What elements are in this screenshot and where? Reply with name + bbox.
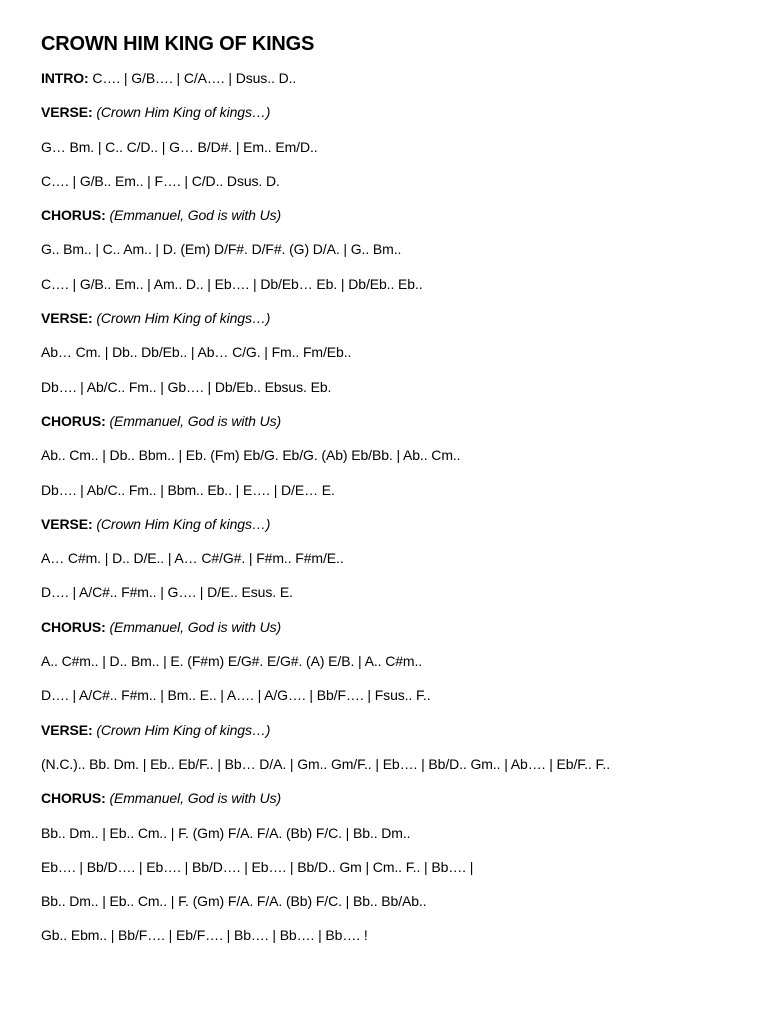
chord-sequence: G.. Bm.. | C.. Am.. | D. (Em) D/F#. D/F#. (G) D/A. | G.. Bm.. <box>41 241 402 258</box>
chord-line <box>41 480 748 500</box>
chord-line <box>41 445 748 465</box>
section-header-line <box>41 308 748 328</box>
section-label: INTRO: <box>41 70 89 86</box>
chord-line <box>41 274 748 294</box>
section-note: (Crown Him King of kings…) <box>96 721 271 738</box>
section-label: VERSE: <box>41 310 93 327</box>
chord-sequence: C…. | G/B.. Em.. | Am.. D.. | Eb…. | Db/Eb… Eb. | Db/Eb.. Eb.. <box>41 275 423 292</box>
chord-line <box>41 239 748 259</box>
chord-line <box>41 891 748 911</box>
section-note: (Emmanuel, God is with Us) <box>109 618 282 635</box>
section-note: (Crown Him King of kings…) <box>96 310 271 327</box>
chord-sequence: C…. | G/B.. Em.. | F…. | C/D.. Dsus. D. <box>41 172 280 189</box>
chord-sequence: Ab.. Cm.. | Db.. Bbm.. | Eb. (Fm) Eb/G. Eb/G. (Ab) Eb/Bb. | Ab.. Cm.. <box>41 447 461 464</box>
chord-line <box>41 823 748 843</box>
song-title: CROWN HIM KING OF KINGS <box>41 33 315 55</box>
chord-sequence: C…. | G/B…. | C/A…. | Dsus.. D.. <box>92 70 297 86</box>
section-label: CHORUS: <box>41 412 106 429</box>
section-note: (Crown Him King of kings…) <box>96 515 271 532</box>
section-label: VERSE: <box>41 515 93 532</box>
chord-line <box>41 171 748 191</box>
chord-sequence: A.. C#m.. | D.. Bm.. | E. (F#m) E/G#. E/G#. (A) E/B. | A.. C#m.. <box>41 653 423 670</box>
chord-sequence: D…. | A/C#.. F#m.. | Bm.. E.. | A…. | A/G…. | Bb/F…. | Fsus.. F.. <box>41 687 431 704</box>
chord-line <box>41 548 748 568</box>
chord-line <box>41 651 748 671</box>
section-header-line <box>41 514 748 534</box>
section-label: VERSE: <box>41 104 93 121</box>
chord-sequence: Bb.. Dm.. | Eb.. Cm.. | F. (Gm) F/A. F/A. (Bb) F/C. | Bb.. Bb/Ab.. <box>41 893 427 910</box>
chord-sequence: (N.C.).. Bb. Dm. | Eb.. Eb/F.. | Bb… D/A. | Gm.. Gm/F.. | Eb…. | Bb/D.. Gm.. | Ab…. | Eb/F.. F.. <box>41 755 610 772</box>
chord-sequence: Ab… Cm. | Db.. Db/Eb.. | Ab… C/G. | Fm.. Fm/Eb.. <box>41 344 352 361</box>
chord-line <box>41 857 748 877</box>
section-label: CHORUS: <box>41 790 106 807</box>
chord-sequence: Db…. | Ab/C.. Fm.. | Gb…. | Db/Eb.. Ebsus. Eb. <box>41 378 332 395</box>
chord-line <box>41 377 748 397</box>
section-header-line <box>41 617 748 637</box>
chord-line <box>41 137 748 157</box>
section-note: (Crown Him King of kings…) <box>96 104 271 121</box>
section-header-line <box>41 68 748 88</box>
chord-line <box>41 925 748 945</box>
chord-line <box>41 342 748 362</box>
chord-line <box>41 754 748 774</box>
section-header-line <box>41 205 748 225</box>
chord-sequence: Gb.. Ebm.. | Bb/F…. | Eb/F…. | Bb…. | Bb…. | Bb…. ! <box>41 927 368 944</box>
section-header-line <box>41 102 748 122</box>
section-header-line <box>41 720 748 740</box>
section-note: (Emmanuel, God is with Us) <box>109 790 282 807</box>
chord-line <box>41 685 748 705</box>
document-page <box>41 30 748 960</box>
chord-sequence: G… Bm. | C.. C/D.. | G… B/D#. | Em.. Em/D.. <box>41 138 318 155</box>
chord-sequence: Eb…. | Bb/D…. | Eb…. | Bb/D…. | Eb…. | Bb/D.. Gm | Cm.. F.. | Bb…. | <box>41 858 474 875</box>
section-note: (Emmanuel, God is with Us) <box>109 207 282 224</box>
chord-sequence: D…. | A/C#.. F#m.. | G…. | D/E.. Esus. E. <box>41 584 293 601</box>
section-header-line <box>41 788 748 808</box>
chord-sheet-body <box>41 68 748 945</box>
section-label: CHORUS: <box>41 207 106 224</box>
section-label: VERSE: <box>41 721 93 738</box>
section-header-line <box>41 411 748 431</box>
section-label: CHORUS: <box>41 618 106 635</box>
chord-sequence: Db…. | Ab/C.. Fm.. | Bbm.. Eb.. | E…. | D/E… E. <box>41 481 335 498</box>
section-note: (Emmanuel, God is with Us) <box>109 412 282 429</box>
chord-sequence: A… C#m. | D.. D/E.. | A… C#/G#. | F#m.. F#m/E.. <box>41 550 344 567</box>
chord-sequence: Bb.. Dm.. | Eb.. Cm.. | F. (Gm) F/A. F/A. (Bb) F/C. | Bb.. Dm.. <box>41 824 411 841</box>
chord-line <box>41 582 748 602</box>
